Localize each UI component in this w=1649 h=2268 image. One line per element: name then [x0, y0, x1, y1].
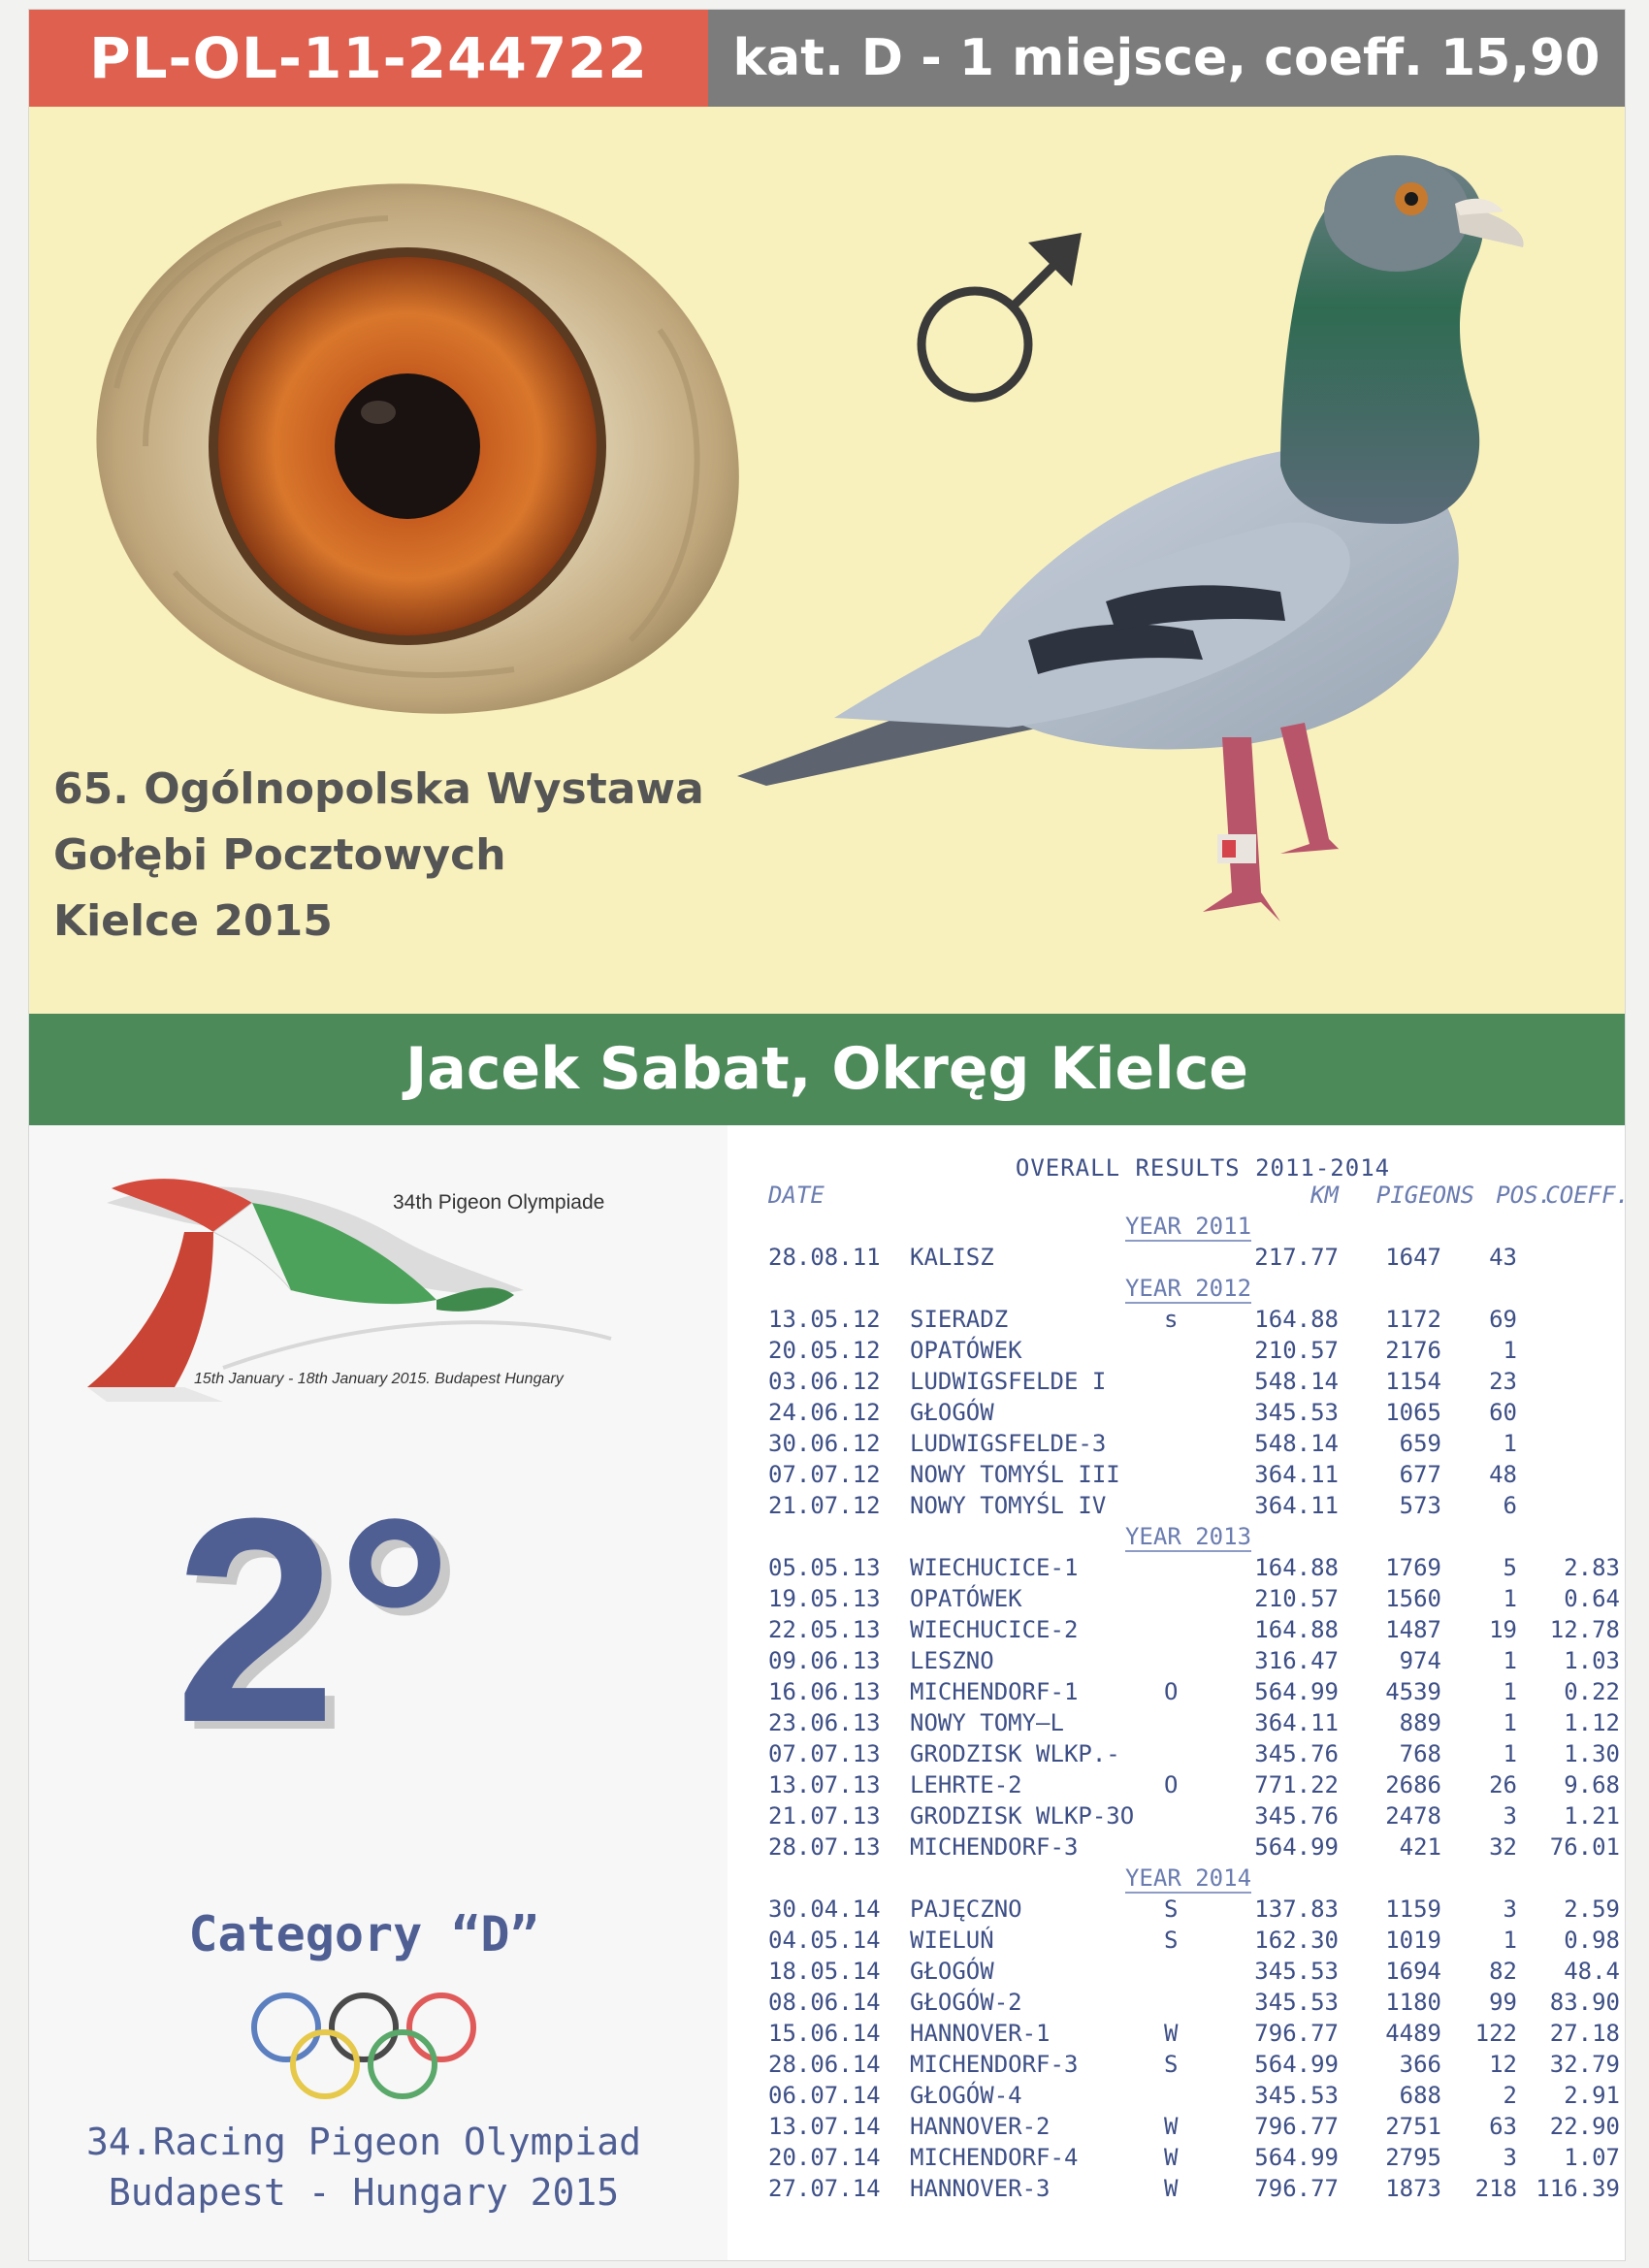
race-place: WIECHUCICE-1 — [910, 1554, 1079, 1581]
race-place: WIELUŃ — [910, 1927, 994, 1954]
year-heading — [757, 1523, 1620, 1554]
race-pigeons: 659 — [1399, 1430, 1441, 1457]
race-position: 3 — [1503, 1895, 1517, 1923]
race-coeff: 83.90 — [1549, 1989, 1620, 2016]
race-position: 1 — [1503, 1337, 1517, 1364]
race-position: 2 — [1503, 2082, 1517, 2109]
race-place: GŁOGÓW — [910, 1399, 994, 1426]
race-flag: W — [1164, 2113, 1179, 2140]
race-date: 20.07.14 — [768, 2144, 881, 2171]
header-pos: POS. — [1496, 1182, 1552, 1209]
race-km: 796.77 — [1254, 2175, 1339, 2202]
olympic-rings-icon — [247, 1989, 480, 2105]
race-km: 345.53 — [1254, 1989, 1339, 2016]
race-pigeons: 2176 — [1385, 1337, 1441, 1364]
result-row — [757, 1430, 1620, 1461]
race-flag: S — [1164, 1927, 1179, 1954]
ring-number: PL-OL-11-244722 — [29, 10, 708, 107]
race-flag: S — [1164, 2051, 1179, 2078]
race-pigeons: 688 — [1399, 2082, 1441, 2109]
race-pigeons: 1873 — [1385, 2175, 1441, 2202]
header-pigeons: PIGEONS — [1375, 1182, 1474, 1209]
race-place: PAJĘCZNO — [910, 1895, 1022, 1923]
result-row — [757, 1244, 1620, 1275]
race-position: 3 — [1503, 2144, 1517, 2171]
race-pigeons: 1180 — [1385, 1989, 1441, 2016]
result-row — [757, 1709, 1620, 1740]
race-coeff: 76.01 — [1549, 1833, 1620, 1861]
race-coeff: 1.03 — [1564, 1647, 1620, 1674]
exhibition-line-3: Kielce 2015 — [53, 896, 333, 946]
race-place: MICHENDORF-3 — [910, 2051, 1079, 2078]
race-coeff: 2.59 — [1564, 1895, 1620, 1923]
olympiad-name-line-1: 34.Racing Pigeon Olympiad — [86, 2121, 641, 2163]
race-place: HANNOVER-2 — [910, 2113, 1051, 2140]
result-row — [757, 1461, 1620, 1492]
race-date: 16.06.13 — [768, 1678, 881, 1705]
race-pigeons: 1172 — [1385, 1306, 1441, 1333]
race-km: 364.11 — [1254, 1709, 1339, 1736]
result-row — [757, 1989, 1620, 2020]
race-position: 19 — [1489, 1616, 1517, 1643]
race-pigeons: 366 — [1399, 2051, 1441, 2078]
race-coeff: 1.12 — [1564, 1709, 1620, 1736]
result-row — [757, 1895, 1620, 1927]
results-title: OVERALL RESULTS 2011-2014 — [1015, 1154, 1391, 1182]
race-place: GŁOGÓW-4 — [910, 2082, 1022, 2109]
results-body — [757, 1213, 1620, 2206]
race-position: 43 — [1489, 1244, 1517, 1271]
year-label: YEAR 2013 — [1124, 1523, 1252, 1550]
race-km: 796.77 — [1254, 2113, 1339, 2140]
results-header — [757, 1182, 1630, 1213]
race-position: 5 — [1503, 1554, 1517, 1581]
race-place: LUDWIGSFELDE-3 — [910, 1430, 1107, 1457]
result-row — [757, 2020, 1620, 2051]
race-date: 30.06.12 — [768, 1430, 881, 1457]
race-position: 26 — [1489, 1771, 1517, 1798]
result-row — [757, 2175, 1620, 2206]
race-pigeons: 1065 — [1385, 1399, 1441, 1426]
race-pigeons: 889 — [1399, 1709, 1441, 1736]
result-row — [757, 1337, 1620, 1368]
race-place: GRODZISK WLKP-3O — [910, 1802, 1135, 1830]
race-date: 05.05.13 — [768, 1554, 881, 1581]
race-date: 13.07.13 — [768, 1771, 881, 1798]
olympiad-name-line-2: Budapest - Hungary 2015 — [108, 2171, 620, 2214]
race-position: 3 — [1503, 1802, 1517, 1830]
result-row — [757, 1554, 1620, 1585]
race-position: 99 — [1489, 1989, 1517, 2016]
race-flag: s — [1164, 1306, 1179, 1333]
race-pigeons: 2478 — [1385, 1802, 1441, 1830]
race-place: NOWY TOMYŚL III — [910, 1461, 1120, 1488]
result-row — [757, 1678, 1620, 1709]
race-km: 137.83 — [1254, 1895, 1339, 1923]
race-coeff: 2.83 — [1564, 1554, 1620, 1581]
exhibition-title — [53, 757, 704, 955]
result-row — [757, 1616, 1620, 1647]
race-position: 218 — [1474, 2175, 1517, 2202]
race-km: 364.11 — [1254, 1461, 1339, 1488]
result-row — [757, 1833, 1620, 1864]
race-pigeons: 1487 — [1385, 1616, 1441, 1643]
race-place: LEHRTE-2 — [910, 1771, 1022, 1798]
race-place: LUDWIGSFELDE I — [910, 1368, 1107, 1395]
race-date: 19.05.13 — [768, 1585, 881, 1612]
race-pigeons: 1159 — [1385, 1895, 1441, 1923]
race-coeff: 27.18 — [1549, 2020, 1620, 2047]
exhibition-line-1: 65. Ogólnopolska Wystawa — [53, 764, 704, 814]
race-date: 13.07.14 — [768, 2113, 881, 2140]
result-row — [757, 1771, 1620, 1802]
race-pigeons: 1560 — [1385, 1585, 1441, 1612]
race-date: 28.08.11 — [768, 1244, 881, 1271]
race-position: 1 — [1503, 1430, 1517, 1457]
race-date: 06.07.14 — [768, 2082, 881, 2109]
race-position: 82 — [1489, 1958, 1517, 1985]
race-coeff: 0.98 — [1564, 1927, 1620, 1954]
race-pigeons: 2795 — [1385, 2144, 1441, 2171]
race-pigeons: 1154 — [1385, 1368, 1441, 1395]
race-date: 04.05.14 — [768, 1927, 881, 1954]
result-row — [757, 1740, 1620, 1771]
race-coeff: 0.22 — [1564, 1678, 1620, 1705]
race-coeff: 48.4 — [1564, 1958, 1620, 1985]
race-km: 548.14 — [1254, 1430, 1339, 1457]
race-flag: W — [1164, 2144, 1179, 2171]
olympiad-logo-dates: 15th January - 18th January 2015. Budapest Hungary — [194, 1371, 564, 1387]
race-pigeons: 1019 — [1385, 1927, 1441, 1954]
race-date: 30.04.14 — [768, 1895, 881, 1923]
race-pigeons: 1694 — [1385, 1958, 1441, 1985]
race-date: 21.07.13 — [768, 1802, 881, 1830]
race-date: 07.07.13 — [768, 1740, 881, 1767]
race-date: 15.06.14 — [768, 2020, 881, 2047]
result-row — [757, 2144, 1620, 2175]
pigeon-eye-photo — [58, 155, 757, 718]
race-position: 1 — [1503, 1585, 1517, 1612]
result-row — [757, 1647, 1620, 1678]
race-place: GŁOGÓW — [910, 1958, 994, 1985]
race-date: 28.07.13 — [768, 1833, 881, 1861]
race-date: 07.07.12 — [768, 1461, 881, 1488]
race-km: 548.14 — [1254, 1368, 1339, 1395]
race-place: OPATÓWEK — [910, 1337, 1022, 1364]
result-row — [757, 1306, 1620, 1337]
result-row — [757, 2051, 1620, 2082]
race-pigeons: 768 — [1399, 1740, 1441, 1767]
header-km: KM — [1310, 1182, 1339, 1209]
race-coeff: 2.91 — [1564, 2082, 1620, 2109]
race-place: WIECHUCICE-2 — [910, 1616, 1079, 1643]
race-date: 21.07.12 — [768, 1492, 881, 1519]
race-km: 796.77 — [1254, 2020, 1339, 2047]
race-km: 771.22 — [1254, 1771, 1339, 1798]
result-row — [757, 2082, 1620, 2113]
result-row — [757, 1492, 1620, 1523]
header-coeff: COEFF. — [1545, 1182, 1630, 1209]
year-heading — [757, 1213, 1620, 1244]
race-km: 316.47 — [1254, 1647, 1339, 1674]
race-pigeons: 1647 — [1385, 1244, 1441, 1271]
place-number: 2° — [175, 1457, 453, 1783]
race-km: 164.88 — [1254, 1554, 1339, 1581]
result-row — [757, 1585, 1620, 1616]
race-position: 32 — [1489, 1833, 1517, 1861]
race-km: 345.76 — [1254, 1802, 1339, 1830]
race-date: 24.06.12 — [768, 1399, 881, 1426]
race-km: 364.11 — [1254, 1492, 1339, 1519]
race-km: 345.53 — [1254, 2082, 1339, 2109]
race-km: 564.99 — [1254, 2144, 1339, 2171]
result-row — [757, 1958, 1620, 1989]
year-heading — [757, 1864, 1620, 1895]
race-km: 210.57 — [1254, 1337, 1339, 1364]
race-coeff: 12.78 — [1549, 1616, 1620, 1643]
race-date: 28.06.14 — [768, 2051, 881, 2078]
result-row — [757, 1927, 1620, 1958]
exhibition-line-2: Gołębi Pocztowych — [53, 830, 506, 880]
race-place: LESZNO — [910, 1647, 994, 1674]
race-km: 345.76 — [1254, 1740, 1339, 1767]
year-label: YEAR 2011 — [1124, 1213, 1252, 1240]
race-place: SIERADZ — [910, 1306, 1009, 1333]
race-place: MICHENDORF-1 — [910, 1678, 1079, 1705]
race-km: 164.88 — [1254, 1306, 1339, 1333]
race-position: 1 — [1503, 1647, 1517, 1674]
race-flag: O — [1164, 1771, 1179, 1798]
pigeon-photo — [737, 136, 1571, 989]
race-position: 122 — [1474, 2020, 1517, 2047]
race-date: 09.06.13 — [768, 1647, 881, 1674]
race-place: MICHENDORF-4 — [910, 2144, 1079, 2171]
race-position: 1 — [1503, 1927, 1517, 1954]
race-coeff: 1.21 — [1564, 1802, 1620, 1830]
year-label: YEAR 2012 — [1124, 1275, 1252, 1302]
race-date: 08.06.14 — [768, 1989, 881, 2016]
race-flag: O — [1164, 1678, 1179, 1705]
race-pigeons: 421 — [1399, 1833, 1441, 1861]
race-place: MICHENDORF-3 — [910, 1833, 1079, 1861]
race-date: 03.06.12 — [768, 1368, 881, 1395]
race-coeff: 32.79 — [1549, 2051, 1620, 2078]
race-position: 69 — [1489, 1306, 1517, 1333]
race-place: NOWY TOMYŚL IV — [910, 1492, 1107, 1519]
category-label: Category “D” — [188, 1906, 539, 1962]
results-table — [757, 1154, 1630, 2206]
race-flag: W — [1164, 2020, 1179, 2047]
race-position: 1 — [1503, 1709, 1517, 1736]
owner-banner: Jacek Sabat, Okręg Kielce — [29, 1014, 1625, 1125]
race-pigeons: 4539 — [1385, 1678, 1441, 1705]
race-place: OPATÓWEK — [910, 1585, 1022, 1612]
race-place: HANNOVER-1 — [910, 2020, 1051, 2047]
race-km: 564.99 — [1254, 1678, 1339, 1705]
race-place: NOWY TOMY—L — [910, 1709, 1064, 1736]
result-row — [757, 2113, 1620, 2144]
race-date: 13.05.12 — [768, 1306, 881, 1333]
olympiad-name — [0, 2117, 728, 2218]
race-flag: W — [1164, 2175, 1179, 2202]
race-km: 210.57 — [1254, 1585, 1339, 1612]
race-coeff: 1.07 — [1564, 2144, 1620, 2171]
race-pigeons: 2751 — [1385, 2113, 1441, 2140]
race-date: 18.05.14 — [768, 1958, 881, 1985]
race-pigeons: 677 — [1399, 1461, 1441, 1488]
race-date: 23.06.13 — [768, 1709, 881, 1736]
race-place: KALISZ — [910, 1244, 994, 1271]
race-km: 564.99 — [1254, 2051, 1339, 2078]
race-flag: S — [1164, 1895, 1179, 1923]
race-pigeons: 573 — [1399, 1492, 1441, 1519]
race-position: 63 — [1489, 2113, 1517, 2140]
result-row — [757, 1399, 1620, 1430]
race-coeff: 116.39 — [1536, 2175, 1620, 2202]
race-coeff: 9.68 — [1564, 1771, 1620, 1798]
year-label: YEAR 2014 — [1124, 1864, 1252, 1892]
race-pigeons: 4489 — [1385, 2020, 1441, 2047]
race-km: 162.30 — [1254, 1927, 1339, 1954]
category-result: kat. D - 1 miejsce, coeff. 15,90 — [708, 10, 1625, 107]
result-row — [757, 1802, 1620, 1833]
race-place: GŁOGÓW-2 — [910, 1989, 1022, 2016]
race-position: 12 — [1489, 2051, 1517, 2078]
race-place: HANNOVER-3 — [910, 2175, 1051, 2202]
race-coeff: 1.30 — [1564, 1740, 1620, 1767]
race-pigeons: 974 — [1399, 1647, 1441, 1674]
race-position: 1 — [1503, 1740, 1517, 1767]
year-heading — [757, 1275, 1620, 1306]
race-position: 48 — [1489, 1461, 1517, 1488]
race-position: 1 — [1503, 1678, 1517, 1705]
race-km: 164.88 — [1254, 1616, 1339, 1643]
race-position: 23 — [1489, 1368, 1517, 1395]
race-pigeons: 2686 — [1385, 1771, 1441, 1798]
race-place: GRODZISK WLKP.- — [910, 1740, 1120, 1767]
race-km: 345.53 — [1254, 1399, 1339, 1426]
race-km: 217.77 — [1254, 1244, 1339, 1271]
race-position: 6 — [1503, 1492, 1517, 1519]
olympiad-logo-title: 34th Pigeon Olympiade — [393, 1191, 605, 1214]
race-date: 22.05.13 — [768, 1616, 881, 1643]
race-date: 27.07.14 — [768, 2175, 881, 2202]
race-km: 564.99 — [1254, 1833, 1339, 1861]
race-coeff: 22.90 — [1549, 2113, 1620, 2140]
race-coeff: 0.64 — [1564, 1585, 1620, 1612]
header-date: DATE — [768, 1182, 824, 1209]
result-row — [757, 1368, 1620, 1399]
race-km: 345.53 — [1254, 1958, 1339, 1985]
race-date: 20.05.12 — [768, 1337, 881, 1364]
race-pigeons: 1769 — [1385, 1554, 1441, 1581]
race-position: 60 — [1489, 1399, 1517, 1426]
